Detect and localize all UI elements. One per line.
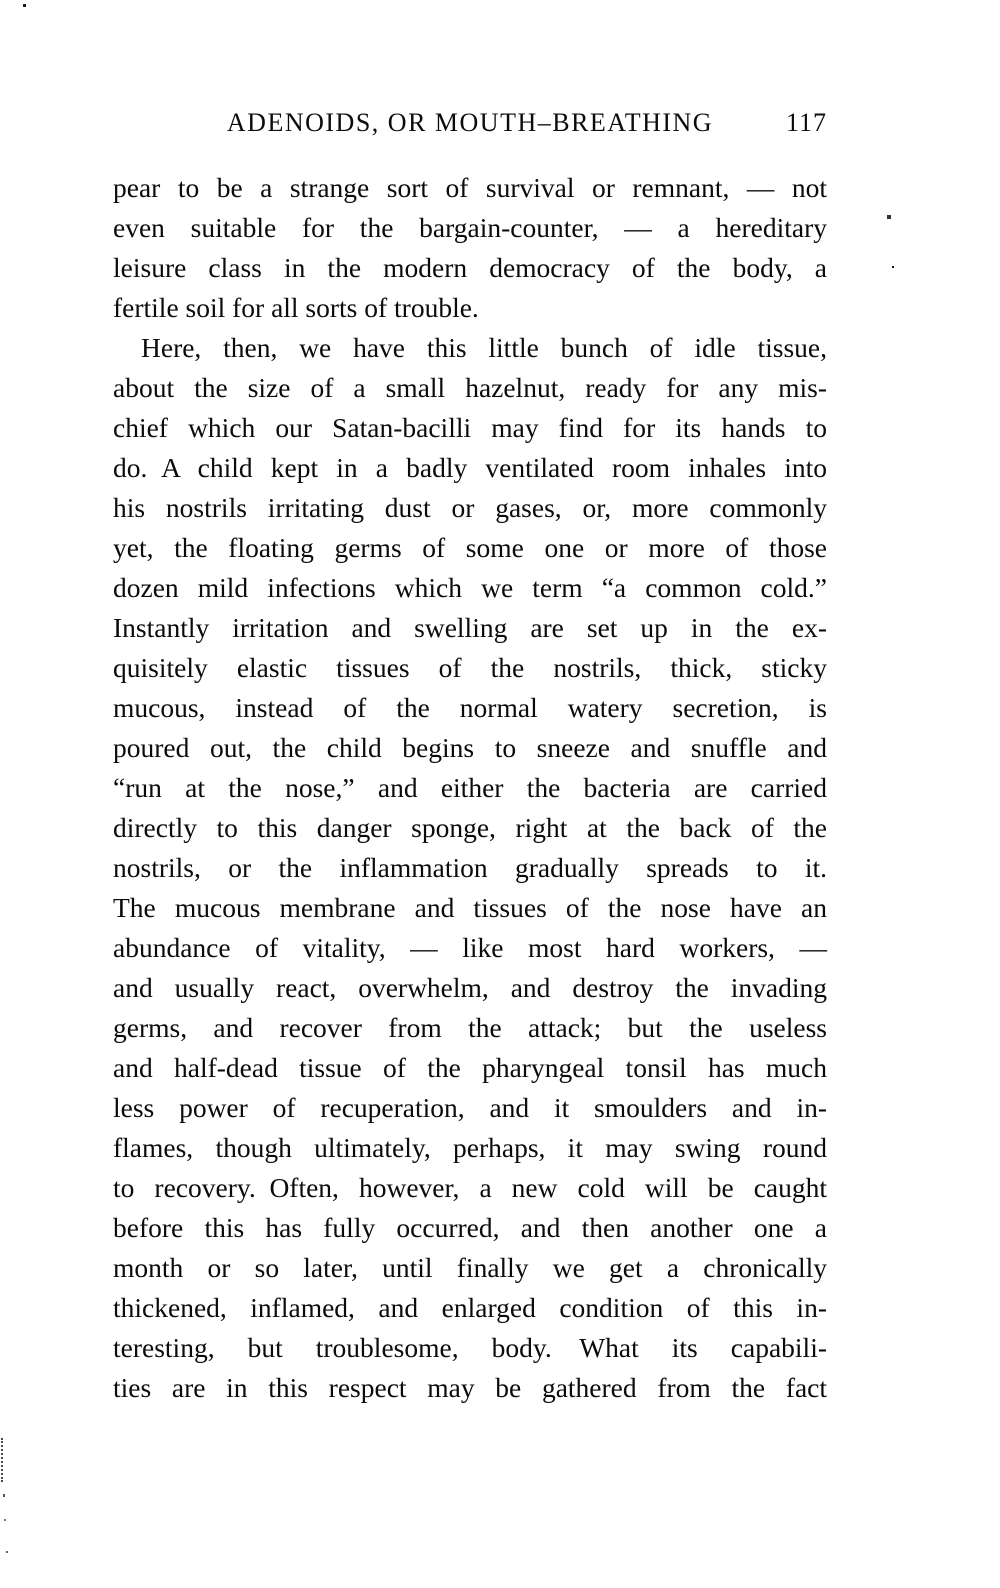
text-line: abundance of vitality, — like most hard workers, — — [113, 932, 827, 963]
scan-speck — [887, 215, 891, 219]
scan-speck — [892, 266, 894, 268]
text-line: quisitely elastic tissues of the nostrils, thick, sticky — [113, 652, 827, 683]
text-line: poured out, the child begins to sneeze and snuffle and — [113, 732, 827, 763]
text-line: do. A child kept in a badly ventilated room inhales into — [113, 452, 827, 483]
text-line: “run at the nose,” and either the bacteria are carried — [113, 772, 827, 803]
text-line: mucous, instead of the normal watery secretion, is — [113, 692, 827, 723]
text-line: Here, then, we have this little bunch of idle tissue, — [141, 332, 827, 363]
page-number: 117 — [785, 108, 827, 137]
text-line: The mucous membrane and tissues of the nose have an — [113, 892, 827, 923]
text-line: nostrils, or the inflammation gradually spreads to it. — [113, 852, 827, 883]
text-line: directly to this danger sponge, right at the back of the — [113, 812, 827, 843]
scan-speck — [4, 1519, 6, 1521]
text-line: about the size of a small hazelnut, ready for any mis- — [113, 372, 827, 403]
scan-speck — [3, 1494, 5, 1497]
text-line: dozen mild infections which we term “a common cold.” — [113, 572, 827, 603]
text-line: month or so later, until finally we get a chronically — [113, 1252, 827, 1283]
text-line: and half-dead tissue of the pharyngeal tonsil has much — [113, 1052, 827, 1083]
text-line: fertile soil for all sorts of trouble. — [113, 292, 479, 323]
text-line: less power of recuperation, and it smoulders and in- — [113, 1092, 827, 1123]
text-line: to recovery. Often, however, a new cold will be caught — [113, 1172, 827, 1203]
scan-speck — [23, 4, 26, 7]
text-line: his nostrils irritating dust or gases, or, more commonly — [113, 492, 827, 523]
chapter-title: ADENOIDS, OR MOUTH–BREATHING — [226, 108, 714, 137]
text-line: pear to be a strange sort of survival or remnant, — not — [113, 172, 827, 203]
text-line: chief which our Satan-bacilli may find for its hands to — [113, 412, 827, 443]
text-line: leisure class in the modern democracy of the body, a — [113, 252, 827, 283]
scan-speck — [6, 1551, 8, 1553]
text-line: and usually react, overwhelm, and destroy the invading — [113, 972, 827, 1003]
text-line: germs, and recover from the attack; but the useless — [113, 1012, 827, 1043]
text-line: even suitable for the bargain-counter, — a hereditary — [113, 212, 827, 243]
text-line: teresting, but troublesome, body. What its capabili- — [113, 1332, 827, 1363]
running-header — [113, 104, 827, 142]
text-line: flames, though ultimately, perhaps, it may swing round — [113, 1132, 827, 1163]
body-text — [113, 168, 827, 1408]
text-line: before this has fully occurred, and then another one a — [113, 1212, 827, 1243]
text-line: yet, the floating germs of some one or more of those — [113, 532, 827, 563]
scan-edge-mark — [1, 1438, 3, 1482]
text-line: Instantly irritation and swelling are set up in the ex- — [113, 612, 827, 643]
text-line: ties are in this respect may be gathered from the fact — [113, 1372, 827, 1403]
text-line: thickened, inflamed, and enlarged condition of this in- — [113, 1292, 827, 1323]
